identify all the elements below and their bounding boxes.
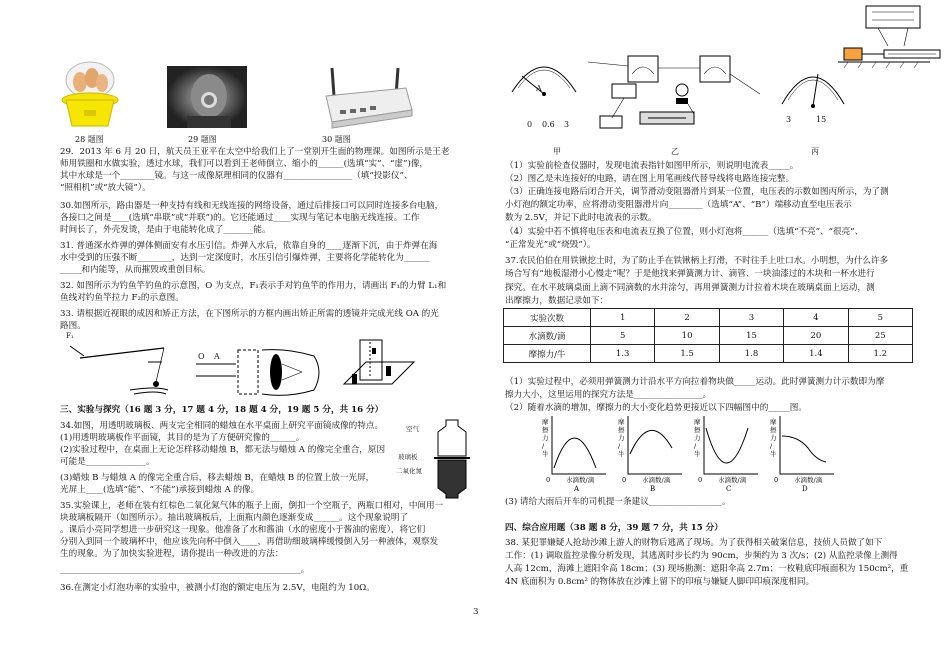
q29-line: 师用铁圈和水做实验，透过水球，我们可以看到王老师倒立、缩小的______(选填“实”、“虚”)像， [60,159,429,169]
q37-after-line: （1）实验过程中，必须用弹簧测力计沿水平方向拉着物块做_____运动。此时弹簧测力计示数即为摩 [505,377,885,387]
q37-line: 场合写有“地板湿滑小心慢走”呢？于是他找来弹簧测力计、滴管、一块油漆过的木块和一杯水进行 [505,269,875,279]
table-row [504,345,913,363]
q34-line: 34.如图，用透明玻璃板、两支完全相同的蜡烛在水平桌面上研究平面镜成像的特点。 [60,421,384,431]
graph-ylabel-char: / [694,442,697,450]
ammeter-figure-jia [506,50,582,100]
q35-line: 分别入到同一个玻璃杯中，他应该先向杯中倒入____，再借助细玻璃棒缓慢倒入另一种液体，观察发 [60,537,439,547]
graph-ylabel-char: 牛 [618,450,625,458]
table-cell: 20 [784,327,848,345]
graph-ylabel-char: 擦 [770,426,777,434]
table-cell: 1.4 [784,345,848,363]
graph-axes [628,416,682,474]
q31-line: _____和内能等，从而摧毁或重创目标。 [60,265,211,275]
gas-jars-figure [432,418,472,500]
router-figure [318,66,414,132]
q31-line: 31. 普通深水炸弹的弹体侧面安有水压引信。炸弹入水后，依靠自身的____逐渐下沉，由于炸弹在海 [60,241,438,251]
graph-ylabel-char: 摩 [542,418,549,426]
tick-0: 0 [527,120,533,129]
table-cell: 1.5 [655,345,719,363]
table-cell: 25 [848,327,912,345]
graph-xlabel: 水滴数/滴 [566,476,595,484]
circuit-figure-yi [588,54,764,144]
graph-name: D [802,485,808,492]
table-cell: 15 [719,327,783,345]
q30-line: 各接口之间是____(选填“串联”或“并联”)的。它还能通过____实现与笔记本电脑无线连接。工作 [60,213,420,223]
graph-curve [706,428,748,463]
q38-line: 38. 某犯罪嫌疑人抢劫沙滩上游人的财物后逃离了现场。为了获得相关破案信息，技侦人员做了如下 [505,538,883,548]
f1-label: F₁ [66,332,74,340]
graph-name: B [650,485,656,492]
graph-ylabel-char: 牛 [694,450,701,458]
graph-xlabel: 水滴数/滴 [642,476,671,484]
q38-line: 工作：(1) 调取监控录像分析发现，其逃离时步长约为 90cm，步频约为 3 次/s；(2) 从监控录像上测得 [505,551,898,561]
caption-28: 28 题图 [75,135,104,144]
graph-ylabel-char: 摩 [618,418,625,426]
graph-ylabel-char: 摩 [694,418,701,426]
circuit-label-jia: 甲 [553,147,561,156]
graph-ylabel-char: 力 [542,434,549,442]
q36-line: 36.在测定小灯泡功率的实验中，被测小灯泡的额定电压为 2.5V，电阻约为 10Ω。 [60,583,375,593]
table-cell: 1.2 [848,345,912,363]
label-a: A [214,352,220,361]
graph-ylabel-char: 摩 [770,418,777,426]
graph-xlabel: 水滴数/滴 [794,476,823,484]
q37-line: 探究。在水平玻璃桌面上滴不同滴数的水并涂匀，再用弹簧测力计拉着木块在玻璃桌面上运动，测 [505,283,875,293]
q38-line: 人高 12cm，海滩上遮阳伞高 18cm；(3) 现场勘测：遮阳伞高 2.7m；一枚鞋底印痕面积为 150cm²，重 [505,564,909,574]
friction-data-table [503,308,913,363]
table-cell: 1 [591,309,655,327]
q33-line: 33. 请根据近视眼的成因和矫正方法，在下图所示的方框内画出矫正所需的透镜并完成光线 OA 的光 [60,309,439,319]
section4-title: 四、综合应用题（38 题 8 分，39 题 7 分，共 15 分） [505,523,723,533]
trend-graphs [540,414,840,492]
q37-line: 37.农民伯伯在用铁锹挖土时，为了防止手在铁锹柄上打滑，不时往手上吐口水。小明想，为什么许多 [505,256,889,266]
q35-line: 生的现象。为了加快实验进程，请你提出一种改进的方法： [60,549,284,559]
q35-line: 块玻璃板隔开（如图所示）。抽出玻璃板后，上面瓶内颜色逐渐变成______。这个现象说明了 [60,513,409,523]
q37-after-line: 擦力大小，这里运用的探究方法是________________。 [505,390,712,400]
graph-ylabel-char: / [618,442,621,450]
graph-ylabel-char: 牛 [770,450,777,458]
graph-ylabel-char: / [542,442,545,450]
tick-bing-3: 3 [786,115,792,124]
jar-label-air: 空气 [406,425,419,433]
graph-origin: 0 [698,476,703,484]
table-cell: 2 [655,309,719,327]
q29-line: 29．2013 年 6 月 20 日，航天员王亚平在太空中给我们上了一堂别开生面的物理课。如图所示是王老 [60,147,450,157]
graph-name: A [574,485,580,492]
page-number: 3 [473,607,479,617]
trend-graph-d [768,414,838,492]
mirror-experiment-figure [340,336,418,396]
q34-line: 可能是______________。 [60,457,155,467]
trend-graph-a [540,414,610,492]
graph-origin: 0 [774,476,779,484]
graph-origin: 0 [546,476,551,484]
q32-line: 鱼线对钓鱼竿拉力 F₂的示意图。 [60,293,184,303]
graph-ylabel-char: 擦 [694,426,701,434]
table-cell: 4 [784,309,848,327]
graph-curve [782,436,826,462]
q31-line: 水中受到的压强不断________，达到一定深度时，水压引信引爆炸弹，主要将化学能转化为______ [60,253,430,263]
section3-title: 三、实验与探究（16 题 3 分，17 题 4 分，18 题 4 分，19 题 5 分，共 16 分） [60,405,384,415]
trend-graph-b [616,414,686,492]
jar-label-glass: 玻璃板 [398,453,418,461]
q35-line: ________________________________________________________。 [60,565,310,575]
caption-29: 29 题图 [188,135,217,144]
jar-label-no2: 二氧化氮 [396,467,422,475]
q35-line: 35.实验课上，老师在装有红棕色二氧化氮气体的瓶子上面，倒扣一个空瓶子，两瓶口相对，中间用一 [60,501,444,511]
table-cell: 1.3 [591,345,655,363]
table-cell: 10 [655,327,719,345]
q34-line: (1)用透明玻璃板作平面镜，其目的是为了方便研究像的______。 [60,433,305,443]
fishing-rod-figure [60,334,170,396]
tick-bing-15: 15 [816,115,827,124]
label-o: O [198,352,205,361]
q37-3-line: (3) 请给大雨后开车的司机提一条建议_________________。 [505,497,731,507]
q36-item: （1）实验前检查仪器时，发现电流表指针如图甲所示，则说明电流表_____。 [505,161,799,171]
q37-line: 出摩擦力，数据记录如下： [505,296,609,306]
spring-scale-block-figure [838,2,946,72]
astronaut-photo-figure [167,66,247,128]
graph-curve [630,430,672,454]
graph-ylabel-char: 擦 [618,426,625,434]
q37-after-line: （2）随着水滴的增加，摩擦力的大小变化趋势更接近以下四幅图中的_____图。 [505,403,807,413]
q29-line: “照相机”或“放大镜”）。 [60,183,151,193]
q34-line: (2)实验过程中，在桌面上无论怎样移动蜡烛 B，都无法与蜡烛 A 的像完全重合，原因 [60,445,386,455]
circuit-label-yi: 乙 [671,147,679,156]
graph-origin: 0 [622,476,627,484]
q30-line: 30.如图所示，路由器是一种支持有线和无线连接的网络设备，通过后排接口可以同时连接多台电脑， [60,201,444,211]
trend-graph-c [692,414,762,492]
graph-name: C [726,485,732,492]
table-cell: 3 [719,309,783,327]
egg-steamer-figure [58,60,122,132]
q36-item: 数为 2.5V，并记下此时电流表的示数。 [505,213,657,223]
q33-line: 路图。 [60,321,86,331]
graph-ylabel-char: / [770,442,773,450]
graph-curve [554,438,596,468]
tick-3: 3 [564,120,570,129]
q36-item: （2）图乙是未连接好的电路，请在图上用笔画线代替导线将电路连接完整。 [505,174,795,184]
q36-item: 小灯泡的额定功率，应将滑动变阻器滑片向________（选填“A”、“B”）端移动直至电压表示 [505,200,852,210]
q34-line: 光屏上____(选填“能”、“不能”)承接到蜡烛 A 的像。 [60,485,260,495]
meter-a-label: A [536,84,542,93]
q35-line: 。课后小亮同学想进一步研究这一现象。他准备了水和酱油（水的密度小于酱油的密度），将它们 [60,525,426,535]
q38-line: 4N 底面积为 0.8cm² 的物体放在沙滩上留下的印痕与嫌疑人脚印印痕深度相同。 [505,577,815,587]
table-cell: 5 [591,327,655,345]
table-header-row [504,309,913,327]
q30-line: 时间长了，外壳发烫，是由于电能转化成了_______能。 [60,225,271,235]
tick-06: 0.6 [542,120,555,129]
q29-line: 其中水球是一个________镜。与这一成像原理相同的仪器有________________（填“投影仪”、 [60,171,413,181]
graph-ylabel-char: 力 [618,434,625,442]
table-cell: 1.8 [719,345,783,363]
graph-ylabel-char: 牛 [542,450,549,458]
table-cell: 5 [848,309,912,327]
graph-ylabel-char: 力 [694,434,701,442]
table-row [504,327,913,345]
table-cell: 实验次数 [504,309,591,327]
q36-item: “正常发光”或“烧毁”）。 [505,240,596,250]
table-cell: 摩擦力/牛 [504,345,591,363]
graph-xlabel: 水滴数/滴 [718,476,747,484]
graph-axes [552,416,606,474]
caption-30: 30 题图 [322,135,351,144]
q36-item: （3）正确连接电路后闭合开关，调节滑动变阻器滑片到某一位置，电压表的示数如图丙所示，为了测 [505,187,889,197]
graph-axes [780,416,834,474]
graph-ylabel-char: 力 [770,434,777,442]
graph-ylabel-char: 擦 [542,426,549,434]
q32-line: 32. 如图所示为钓鱼竿钓鱼的示意图，O 为支点，F₁表示手对钓鱼竿的作用力，请画出 F₁的力臂 L₁和 [60,281,447,291]
table-cell: 水滴数/滴 [504,327,591,345]
q34-line: (3)蜡烛 B 与蜡烛 A 的像完全重合后，移去蜡烛 B，在蜡烛 B 的位置上放一光屏， [60,473,375,483]
circuit-label-bing: 丙 [811,147,819,156]
q36-item: （4）实验中若不慎将电压表和电流表互换了位置，则小灯泡将______（选填“不亮”、“很亮”、 [505,227,864,237]
